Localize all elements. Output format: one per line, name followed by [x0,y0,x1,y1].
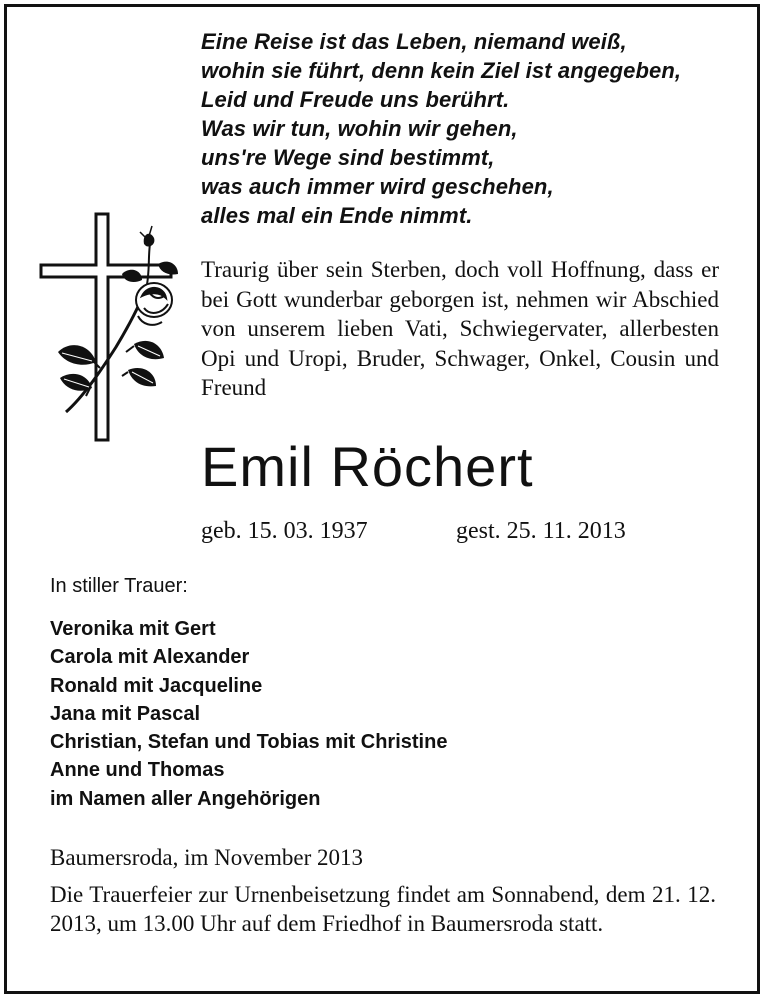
life-dates [201,515,626,547]
poem-line: wohin sie führt, denn kein Ziel ist angegeben, [201,58,682,83]
poem-line: alles mal ein Ende nimmt. [201,203,473,228]
mourner-entry: im Namen aller Angehörigen [50,787,321,810]
poem-line: uns're Wege sind bestimmt, [201,145,495,170]
deceased-name: Emil Röchert [201,435,534,498]
intro-text: Traurig über sein Sterben, doch voll Hoffnung, dass er bei Gott wunderbar geborgen ist, nehmen wir Abschied von unserem lieben Vati, Schwiegervater, allerbesten Opi und Uropi, Bruder, Schwager, Onkel, Cousin und Freund [201,257,719,400]
poem [201,27,681,230]
mourners-list [50,615,447,813]
death-date: gest. 25. 11. 2013 [456,518,626,544]
poem-line: Leid und Freude uns berührt. [201,87,510,112]
mourner-entry: Carola mit Alexander [50,646,250,669]
funeral-notice: Die Trauerfeier zur Urnenbeisetzung findet am Sonnabend, dem 21. 12. 2013, um 13.00 Uhr auf dem Friedhof in Baumersroda statt. [50,882,716,936]
mourner-entry: Veronika mit Gert [50,618,216,640]
cross-with-rose-icon [38,212,188,444]
poem-line: was auch immer wird geschehen, [201,174,554,199]
mourning-label: In stiller Trauer: [50,575,188,597]
mourner-entry: Ronald mit Jacqueline [50,674,263,697]
poem-line: Eine Reise ist das Leben, niemand weiß, [201,29,627,54]
mourner-entry: Christian, Stefan und Tobias mit Christine [50,731,448,754]
mourner-entry: Jana mit Pascal [50,702,201,725]
mourner-entry: Anne und Thomas [50,759,225,782]
birth-date: geb. 15. 03. 1937 [201,518,368,544]
poem-line: Was wir tun, wohin wir gehen, [201,116,518,141]
place-date: Baumersroda, im November 2013 [50,845,363,870]
